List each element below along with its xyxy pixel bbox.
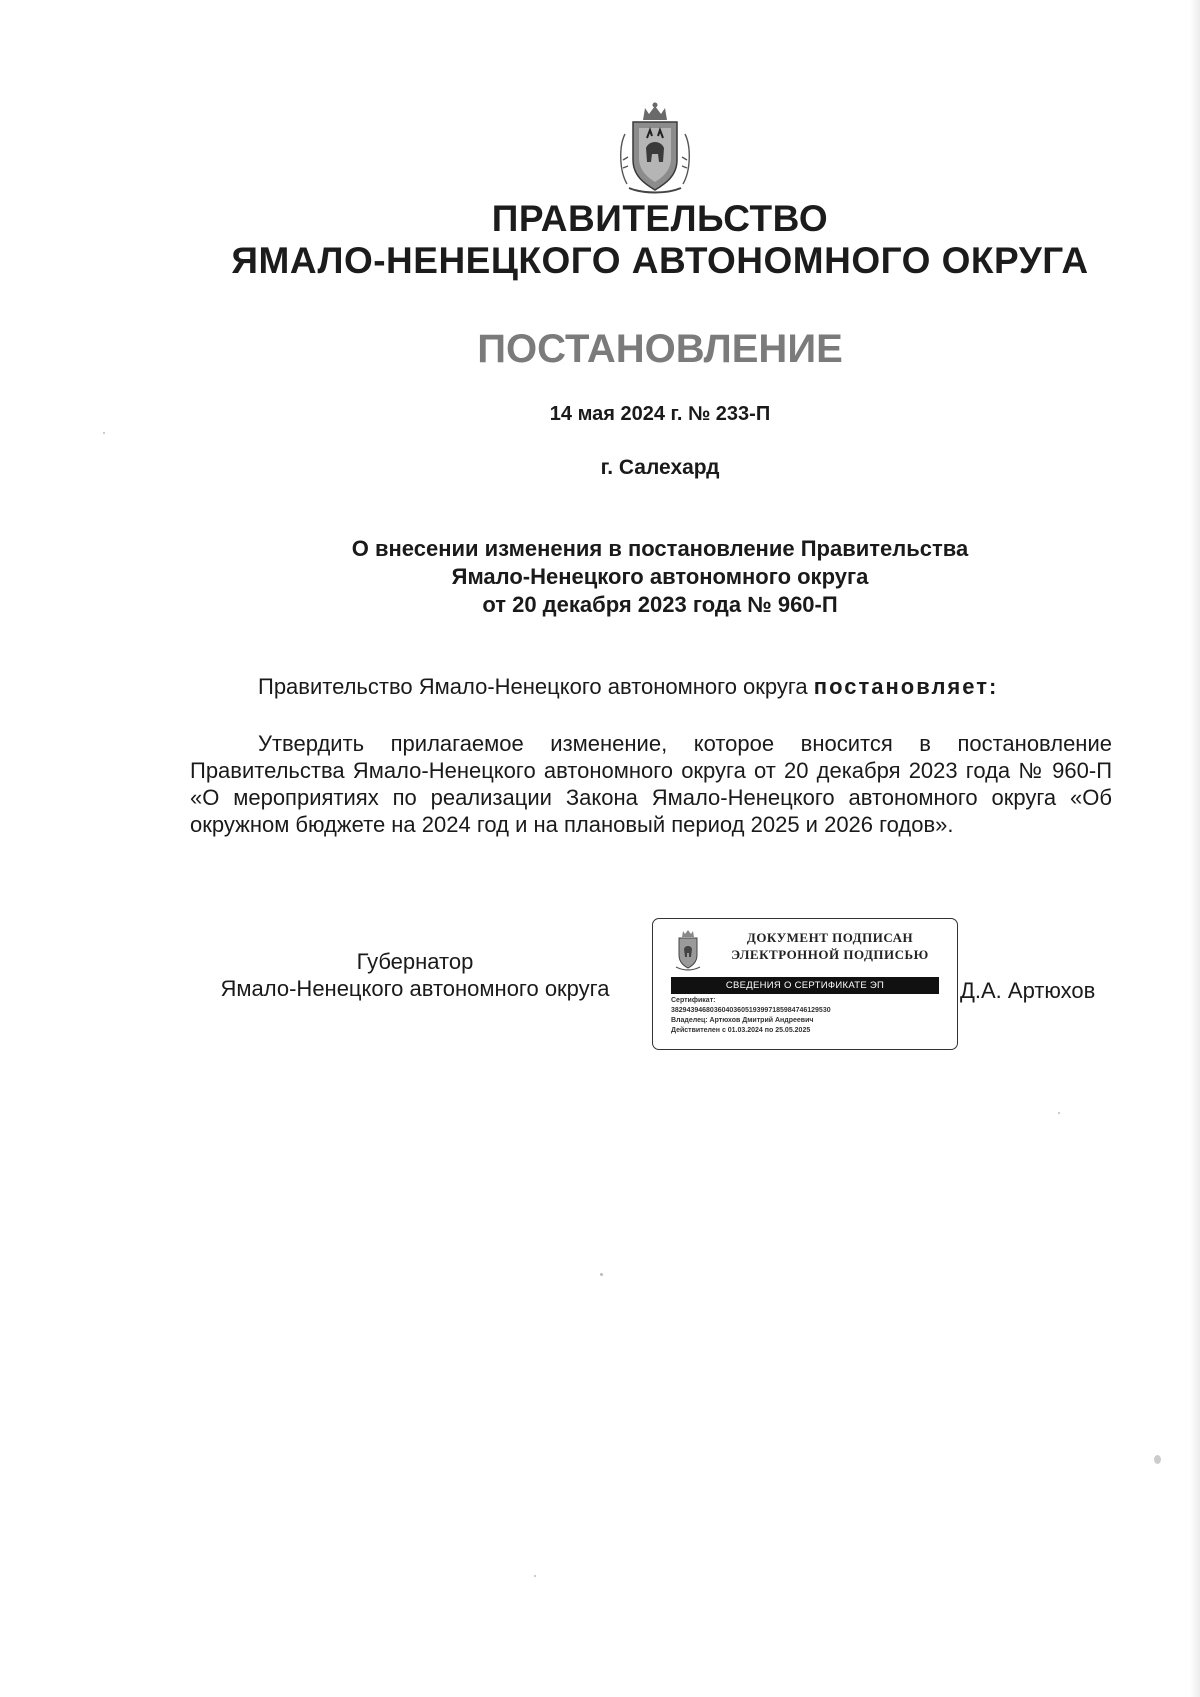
- stamp-title-line2: ЭЛЕКТРОННОЙ ПОДПИСЬЮ: [731, 947, 929, 962]
- organization-title-line2: ЯМАЛО-НЕНЕЦКОГО АВТОНОМНОГО ОКРУГА: [231, 240, 1089, 281]
- stamp-certificate-bar: СВЕДЕНИЯ О СЕРТИФИКАТЕ ЭП: [671, 977, 939, 994]
- document-date-number: 14 мая 2024 г. № 233-П: [549, 403, 771, 425]
- document-city: г. Салехард: [600, 456, 720, 479]
- coat-of-arms-icon: [617, 100, 693, 196]
- subject-line1: О внесении изменения в постановление Правительства: [351, 536, 969, 561]
- scan-speck: [534, 1575, 536, 1577]
- subject-line3: от 20 декабря 2023 года № 960-П: [482, 592, 838, 617]
- stamp-cert-label: Сертификат:: [671, 997, 716, 1004]
- signatory-position-line1: Губернатор: [356, 949, 474, 974]
- resolution-paragraph: Утвердить прилагаемое изменение, которое вносится в постановление Правительства Ямало-Ненецкого автономного округа от 20 декабря 2023 года № 960-П «О мероприятиях по реализации Закона Ямало-Ненецкого автономного округа «Об окружном бюджете на 2024 год и на плановый период 2025 и 2026 годов».: [190, 731, 1112, 837]
- stamp-title-line1: ДОКУМЕНТ ПОДПИСАН: [746, 930, 914, 945]
- electronic-signature-stamp: [652, 918, 958, 1050]
- preamble-text: Правительство Ямало-Ненецкого автономного округа: [258, 674, 808, 699]
- stamp-title: [711, 929, 949, 963]
- stamp-cert-value: 38294394680360403605193997185984746129530: [671, 1007, 831, 1014]
- stamp-validity: Действителен с 01.03.2024 по 25.05.2025: [671, 1027, 811, 1034]
- signatory-position-line2: Ямало-Ненецкого автономного округа: [220, 976, 610, 1001]
- signatory-position: [190, 948, 640, 1002]
- preamble-paragraph: [258, 673, 1128, 701]
- subject-line2: Ямало-Ненецкого автономного округа: [451, 564, 869, 589]
- stamp-coat-of-arms-icon: [671, 927, 705, 971]
- organization-title: [0, 198, 1200, 282]
- scan-speck: [1154, 1455, 1161, 1464]
- stamp-certificate-details: [671, 996, 951, 1036]
- stamp-owner: Владелец: Артюхов Дмитрий Андреевич: [671, 1017, 814, 1024]
- organization-title-line1: ПРАВИТЕЛЬСТВО: [491, 198, 829, 239]
- preamble-keyword: постановляет:: [813, 674, 999, 699]
- document-type: ПОСТАНОВЛЕНИЕ: [477, 327, 843, 371]
- signatory-name: Д.А. Артюхов: [960, 978, 1096, 1003]
- scan-speck: [1058, 1112, 1060, 1114]
- document-subject: [0, 535, 1200, 619]
- scan-speck: [600, 1273, 603, 1276]
- scan-speck: [103, 432, 105, 434]
